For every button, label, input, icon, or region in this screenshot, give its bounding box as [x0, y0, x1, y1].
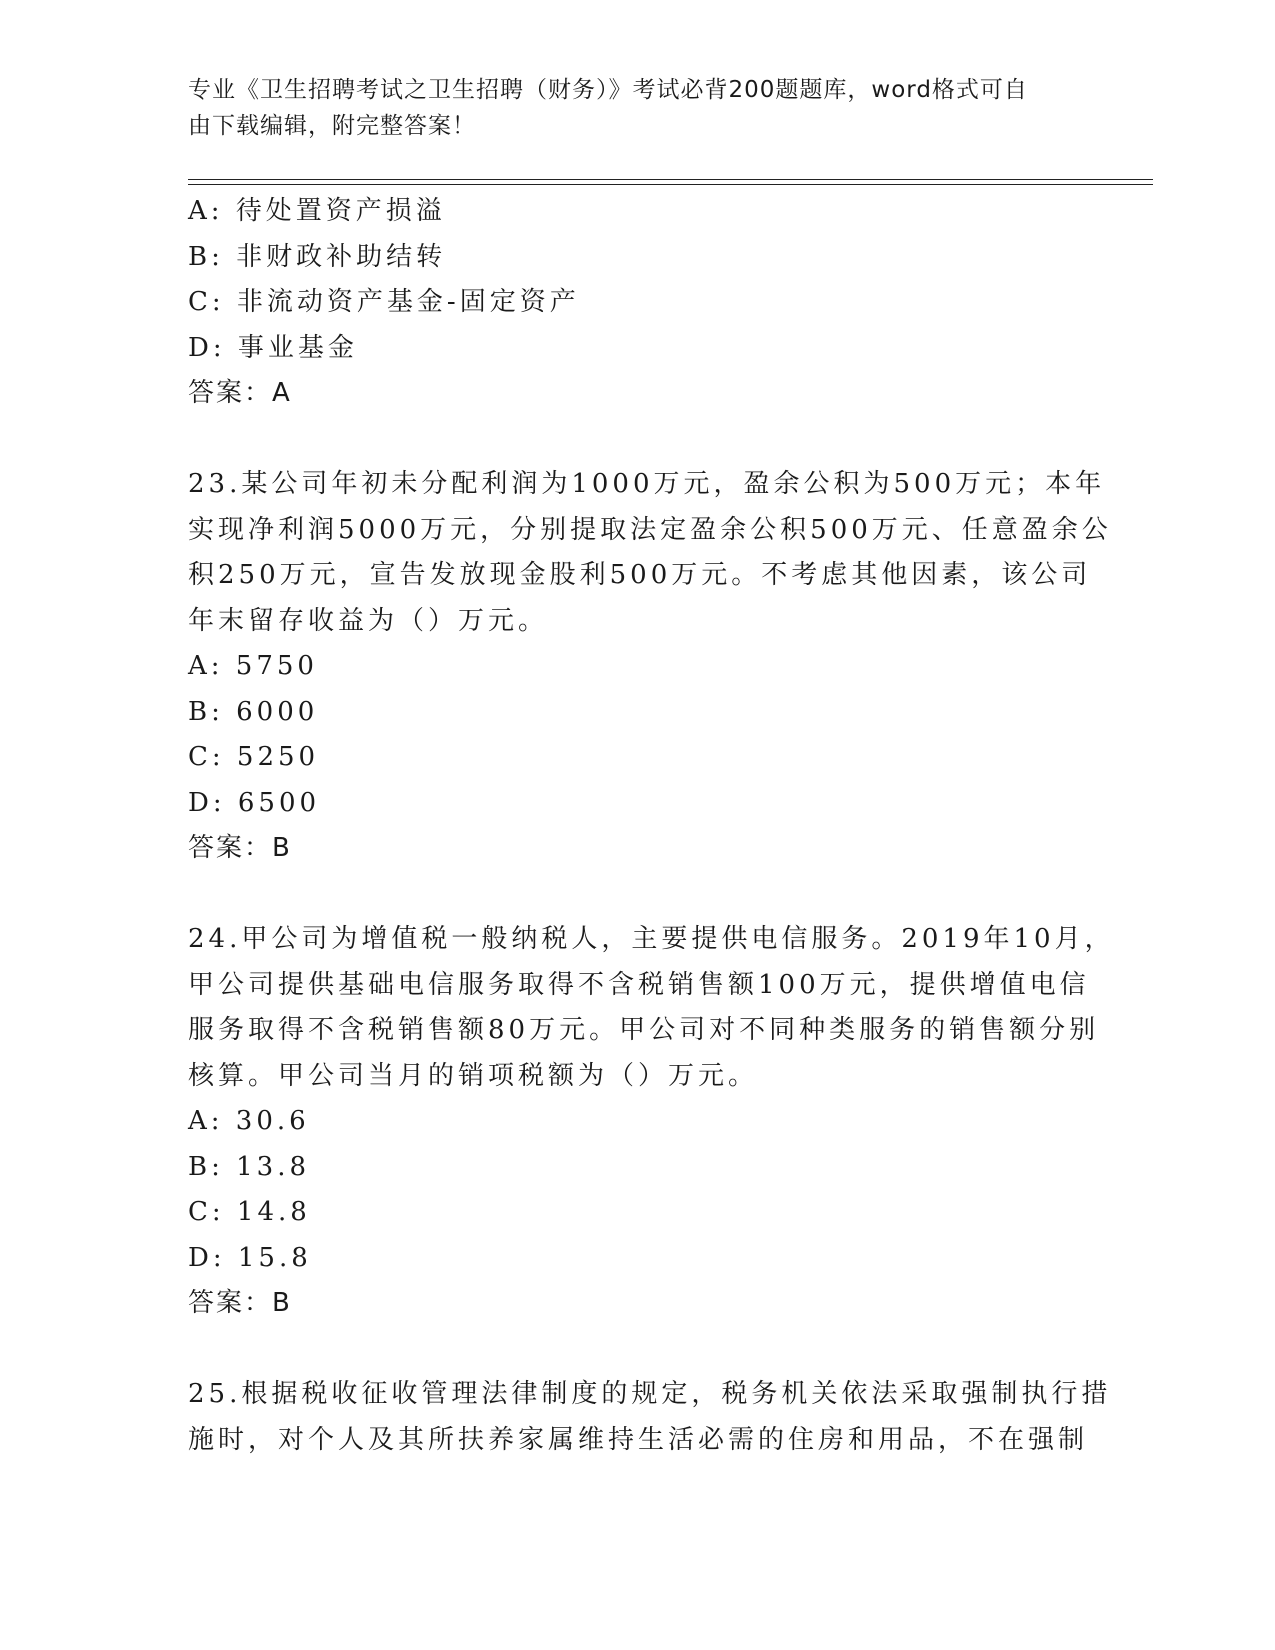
q24-option-a: A: 30.6: [188, 1106, 310, 1136]
question-23-block: [188, 462, 1112, 872]
header-title-line-1: 专业《卫生招聘考试之卫生招聘（财务）》考试必背200题题库，word格式可自: [188, 77, 1028, 103]
q23-option-c: C: 5250: [188, 742, 320, 772]
q24-stem-line-1: 24.甲公司为增值税一般纳税人，主要提供电信服务。2019年10月，: [188, 924, 1115, 954]
q23-stem-line-2: 实现净利润5000万元，分别提取法定盈余公积500万元、任意盈余公: [188, 514, 1112, 545]
spacer: [188, 1327, 1088, 1373]
q24-answer: 答案：B: [188, 1288, 292, 1318]
header-title-line-2: 由下载编辑，附完整答案！: [188, 113, 476, 139]
q24-option-d: D: 15.8: [188, 1242, 312, 1273]
q22-option-d: D: 事业基金: [188, 332, 358, 363]
q23-stem-line-3: 积250万元，宣告发放现金股利500万元。不考虑其他因素，该公司: [188, 560, 1092, 590]
q23-option-d: D: 6500: [188, 787, 321, 818]
q24-stem-line-2: 甲公司提供基础电信服务取得不含税销售额100万元，提供增值电信: [188, 969, 1090, 1000]
document-body: [188, 189, 1115, 1463]
document-header: [188, 72, 1068, 144]
question-24-block: [188, 917, 1115, 1327]
header-divider-top: [188, 179, 1153, 180]
q23-answer: 答案：B: [188, 833, 292, 863]
spacer: [188, 872, 1088, 918]
q25-stem-line-2: 施时，对个人及其所扶养家属维持生活必需的住房和用品，不在强制: [188, 1424, 1089, 1455]
q22-option-a: A: 待处置资产损溢: [188, 196, 446, 226]
q23-option-a: A: 5750: [188, 651, 318, 681]
q25-stem-line-1: 25.根据税收征收管理法律制度的规定，税务机关依法采取强制执行措: [188, 1379, 1112, 1409]
q24-option-c: C: 14.8: [188, 1197, 311, 1227]
q22-option-c: C: 非流动资产基金-固定资产: [188, 287, 580, 317]
q23-option-b: B: 6000: [188, 696, 319, 727]
q23-stem-line-1: 23.某公司年初未分配利润为1000万元，盈余公积为500万元；本年: [188, 469, 1106, 499]
q24-stem-line-4: 核算。甲公司当月的销项税额为（）万元。: [188, 1060, 759, 1091]
q24-stem-line-3: 服务取得不含税销售额80万元。甲公司对不同种类服务的销售额分别: [188, 1015, 1100, 1045]
question-22-block: [188, 189, 1088, 417]
spacer: [188, 417, 1088, 463]
question-25-block: [188, 1372, 1112, 1463]
header-divider-bottom: [188, 184, 1153, 185]
q22-answer: 答案：A: [188, 378, 292, 408]
q23-stem-line-4: 年末留存收益为（）万元。: [188, 605, 549, 636]
q24-option-b: B: 13.8: [188, 1151, 311, 1182]
q22-option-b: B: 非财政补助结转: [188, 241, 447, 272]
